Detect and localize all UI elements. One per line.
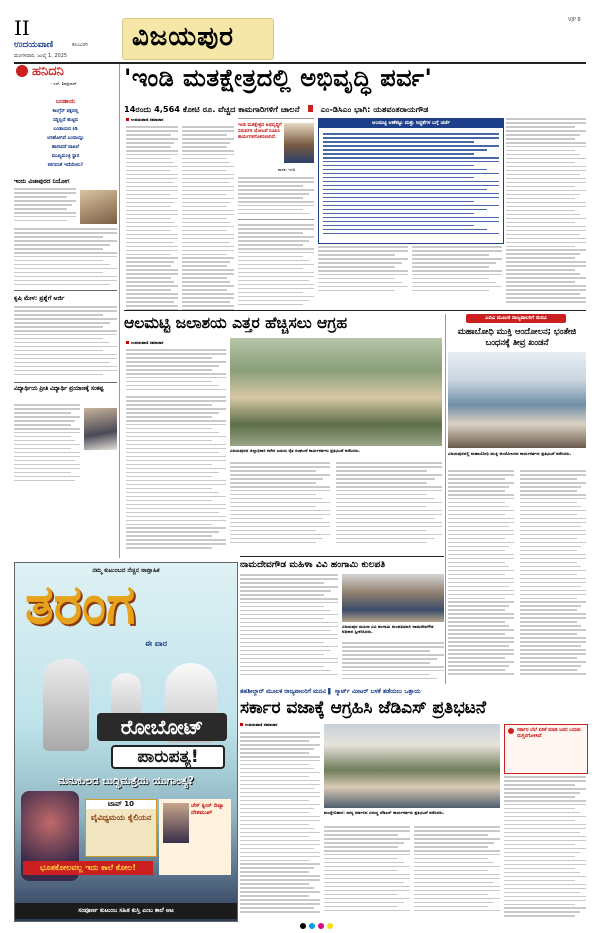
- vc-headline: ನಾಮದೇವಗೌಡ ಮಹಿಳಾ ವಿವಿ ಹಂಗಾಮಿ ಕುಲಪತಿ: [240, 559, 386, 570]
- main-col2: [182, 126, 234, 313]
- divider: [14, 290, 117, 291]
- red-box-text: ಸರ್ಕಾರ ಬೆಲೆ ಏರಿಕೆ ಮಾಡಿ ಜನರ ಬದುಕು ದುಸ್ತರಗೊಳಿಸಿದೆ: [517, 728, 581, 739]
- right-story-caption: ವಿಜಯಪುರದಲ್ಲಿ ಮಹಾಬೋಧಿ ಮುಕ್ತಿ ಆಂದೋಲನದ ಕಾರ್ಯಕರ್ತರು ಪ್ರತಿಭಟನೆ ನಡೆಸಿದರು.: [448, 451, 572, 456]
- quote-attribution: ಶಾಸಕ, ಇಂಡಿ: [278, 167, 295, 172]
- ad-top-line: ನಮ್ಮ ಕುಟುಂಬದ ನೆಚ್ಚಿನ ಸಾಪ್ತಾಹಿಕ: [92, 567, 160, 574]
- vc-caption: ವಿಜಯಪುರ ಮಹಿಳಾ ವಿವಿ ಹಂಗಾಮಿ ಕುಲಪತಿಯಾಗಿ ನಾಮದೇವಗೌಡ ಅಧಿಕಾರ ಸ್ವೀಕರಿಸಿದರು.: [342, 624, 434, 634]
- edition-label: ಕಲಬುರಗಿ: [72, 42, 88, 48]
- bottom-col2: [324, 826, 410, 914]
- left-story1-headline: ಇಂದು ವಿಜಾಪುರದ ನಿಯೋಗ: [14, 178, 70, 185]
- right-story-tag: ಎಬಿವಿ ಮೂಲಕ ರಾಜ್ಯಪಾಲರಿಗೆ ಮನವಿ: [466, 314, 566, 323]
- bottom-col3: [414, 826, 500, 914]
- red-box-icon: [508, 728, 514, 734]
- main-subhead-right: ಎಂ-ಡಿಸಿಎಂ ಭಾಗಿ: ಯಶವಂತರಾಯಗೌಡ: [320, 104, 429, 114]
- ad-box2: ಭೂತಕೋಲವಲ್ಲ ಇದು ಕಾಲೆ ಕೋಲ!: [23, 861, 153, 875]
- poem-line: ಬಂಡಾಯದ ಕಿಡಿ: [53, 127, 78, 132]
- left-story3-headline: ವಿದ್ಯಾರ್ಥಿಯ ಪ್ರೀತಿ ವಿದ್ಯಾರ್ಥಿ ಪ್ರಯಾಣಕ್ಕೆ ಸಂಕಷ್ಟ: [14, 386, 104, 392]
- hanidani-title: ಹನಿದನಿ: [32, 64, 64, 79]
- bullet-icon: [240, 723, 243, 726]
- right-story-headline: ಮಹಾಬೋಧಿ ಮುಕ್ತಿ ಆಂದೋಲನ; ಭಂತೇಜಿ ಬಂಧನಕ್ಕೆ ತೀವ್ರ ಖಂಡನೆ: [457, 326, 577, 347]
- box1-top: ಟಾಪ್ 10: [86, 800, 156, 809]
- left-story3-body: [14, 404, 80, 484]
- masthead: [0, 0, 600, 62]
- byline-text: ಉದಯವಾಣಿ ಸಮಾಚಾರ: [245, 722, 278, 727]
- hanidani-box: [14, 64, 117, 176]
- quote-body: [238, 177, 314, 217]
- bottom-photo: [324, 724, 500, 808]
- divider: [14, 382, 117, 383]
- bullet-icon: [126, 118, 129, 121]
- byline-text: ಉದಯವಾಣಿ ಸಮಾಚಾರ: [131, 117, 164, 122]
- almatti-photo: [230, 338, 442, 446]
- main-subhead-left: 14ರಂದು 4,564 ಕೋಟಿ ರೂ. ವೆಚ್ಚದ ಕಾಮಗಾರಿಗಳಿಗೆ ಚಾಲನೆ: [124, 104, 300, 114]
- vc-top-rule: [240, 556, 444, 557]
- ad-title: ರೋಬೋಟ್: [97, 713, 227, 741]
- main-bottom-rule: [124, 310, 586, 311]
- right-story-col2: [520, 470, 586, 677]
- bottom-caption: ಮುದ್ದೇಬಿಹಾಳ: ರಾಜ್ಯ ಸರ್ಕಾರದ ವಿರುದ್ಧ ಜೆಡಿಎಸ್ ಕಾರ್ಯಕರ್ತರು ಪ್ರತಿಭಟನೆ ನಡೆಸಿದರು.: [324, 810, 445, 815]
- quote-box: [238, 118, 314, 220]
- left-story2-body: [14, 306, 117, 378]
- poem-line: ಮುಖ್ಯಮಂತ್ರಿ ಸ್ಥಾನ: [51, 154, 80, 159]
- column-rule: [445, 314, 446, 684]
- taranga-ad[interactable]: [14, 562, 238, 922]
- poem-line: ಆರಿಹೋಗಿದೆ ಎಂದಾಯ್ತು: [47, 136, 84, 141]
- almatti-col3: [336, 462, 442, 546]
- main-blue-box: [318, 118, 504, 244]
- column-rule: [119, 64, 120, 558]
- ad-box1: [85, 799, 157, 857]
- almatti-caption: ವಿಜಯಪುರದ ಜಿಲ್ಲಾಧಿಕಾರಿ ಕಚೇರಿ ಎದುರು ರೈತ ಸಂಘಟನೆ ಕಾರ್ಯಕರ್ತರು ಪ್ರತಿಭಟನೆ ನಡೆಸಿದರು.: [230, 448, 361, 453]
- paper-name: ಉದಯವಾಣಿ: [14, 40, 54, 50]
- hanidani-author: – ಎಸ್. ಶಿವಪ್ರಸಾದ್: [50, 81, 77, 86]
- main-headline: 'ಇಂಡಿ ಮತಕ್ಷೇತ್ರದಲ್ಲಿ ಅಭಿವೃದ್ಧಿ ಪರ್ವ': [124, 64, 433, 92]
- mla-portrait: [284, 123, 314, 163]
- vc-photo: [342, 574, 444, 622]
- poem-line: ಹಾಗಾದರೆ ದಾಖಲೆ: [51, 145, 80, 150]
- bottom-byline: [240, 722, 277, 727]
- box3-photo: [163, 803, 189, 843]
- main-subhead-bar: [124, 97, 586, 114]
- section-title: ವಿಜಯಪುರ: [132, 22, 235, 52]
- almatti-headline: ಆಲಮಟ್ಟಿ ಜಲಾಶಯ ಎತ್ತರ ಹೆಚ್ಚಿಸಲು ಆಗ್ರಹ: [124, 314, 348, 332]
- bullet-icon: [126, 341, 129, 344]
- almatti-col1: [126, 349, 226, 393]
- vc-col1: [240, 574, 338, 678]
- bottom-kicker: ತಹಶೀಲ್ದಾರ್ ಮೂಲಕ ರಾಜ್ಯಪಾಲರಿಗೆ ಮನವಿ ▌ ಸ್ಮಾರ್ಟ್ ಮೀಟರ್ ಬಳಕೆ ತಡೆಯಲು ಒತ್ತಾಯ: [240, 688, 421, 695]
- main-col5: [412, 246, 502, 294]
- subhead-divider: [308, 105, 313, 112]
- bottom-red-box: [504, 724, 588, 774]
- left-story1-body-cont: [14, 228, 117, 288]
- poem-line: ಕರಗದಂತೆ ಇದೆಯೇನು?: [47, 163, 84, 168]
- main-col6: [506, 118, 586, 305]
- poem-body: [14, 107, 117, 170]
- issue-date: ಮಂಗಳವಾರ, ಜುಲೈ 1, 2025: [14, 53, 68, 59]
- bottom-headline: ಸರ್ಕಾರ ವಜಾಕ್ಕೆ ಆಗ್ರಹಿಸಿ ಜೆಡಿಎಸ್ ಪ್ರತಿಭಟನೆ: [240, 698, 487, 718]
- ad-brand-sub: ಈ ವಾರ: [145, 639, 167, 648]
- robot-figure: [43, 659, 89, 751]
- almatti-col1-cont: [126, 396, 226, 551]
- almatti-byline: [126, 340, 163, 345]
- box3-text: ಚೆಸ್ ಕ್ವೀನ್ ದಿವ್ಯಾ ದೇಶಮುಖ್: [191, 803, 224, 816]
- almatti-col2: [230, 462, 330, 546]
- ad-brand: ತರಂಗ: [25, 573, 136, 636]
- main-col3: [238, 224, 314, 308]
- ad-box3: [159, 799, 231, 875]
- ad-title2: ಪಾರುಪತ್ಯ!: [111, 745, 225, 769]
- blue-box-lead: [323, 133, 499, 237]
- main-col1: [126, 126, 178, 313]
- left-story2-headline: ಕೃಷಿ ಮೇಳ: ಪ್ರಶ್ನೆಗೆ ಅರ್ಜಿ: [14, 295, 65, 302]
- ad-question: ಮನುಕುಲದ ಬುದ್ಧಿಮತ್ತೆಯ ಯುಗಾಂತ್ಯ?: [57, 775, 195, 787]
- ad-footer: ಸಂಪೂರ್ಣ ಕುಟುಂಬ ಸಹಿತ ಕುಸ್ತಿ ಎಂಬ ಕಾಲೆ ಆಟ: [15, 903, 237, 919]
- left-story3-photo: [84, 408, 117, 450]
- right-story-photo: [448, 352, 586, 448]
- left-story1-photo: [80, 190, 117, 224]
- vc-col2: [342, 642, 444, 682]
- quote-text: ಇಂಡಿ ಮತಕ್ಷೇತ್ರದ ಅಭಿವೃದ್ಧಿಗೆ ಸಮರ್ಪಕ ಯೋಜನೆ ರೂಪಿಸಿ ಕಾರ್ಯಗತಗೊಳಿಸಲಾಗಿದೆ.: [238, 123, 282, 140]
- bottom-col4: [504, 776, 586, 919]
- main-col4: [318, 246, 408, 294]
- page-tag: VJP 8: [568, 17, 581, 23]
- box1-text: ವೈವಿಧ್ಯಮಯ ಕೈಲಿಯನ: [90, 813, 152, 822]
- poem-title: ಬಂಡಾಯ: [55, 98, 76, 105]
- main-byline: [126, 117, 163, 122]
- left-story1-body: [14, 188, 76, 224]
- registration-marks: [300, 914, 360, 922]
- poem-line: ಸದ್ದಿಲ್ಲದೆ ಹುಟ್ಟಿದ: [52, 118, 79, 123]
- right-story-col1: [448, 470, 514, 677]
- hanidani-logo: [16, 65, 28, 77]
- poem-line: ಕಾಂಗ್ರೆಸ್ ಪಕ್ಷದಲ್ಲಿ: [52, 109, 79, 114]
- blue-box-title: ಆಲಮಟ್ಟಿ ಅಣೆಕಟ್ಟು ಮತ್ತು ಸಿದ್ಧತೆಗಳ ಬಗ್ಗೆ ಚರ್ಚೆ: [319, 119, 503, 128]
- bottom-col1: [240, 732, 320, 915]
- byline-text: ಉದಯವಾಣಿ ಸಮಾಚಾರ: [131, 340, 164, 345]
- page-number: II: [14, 16, 30, 40]
